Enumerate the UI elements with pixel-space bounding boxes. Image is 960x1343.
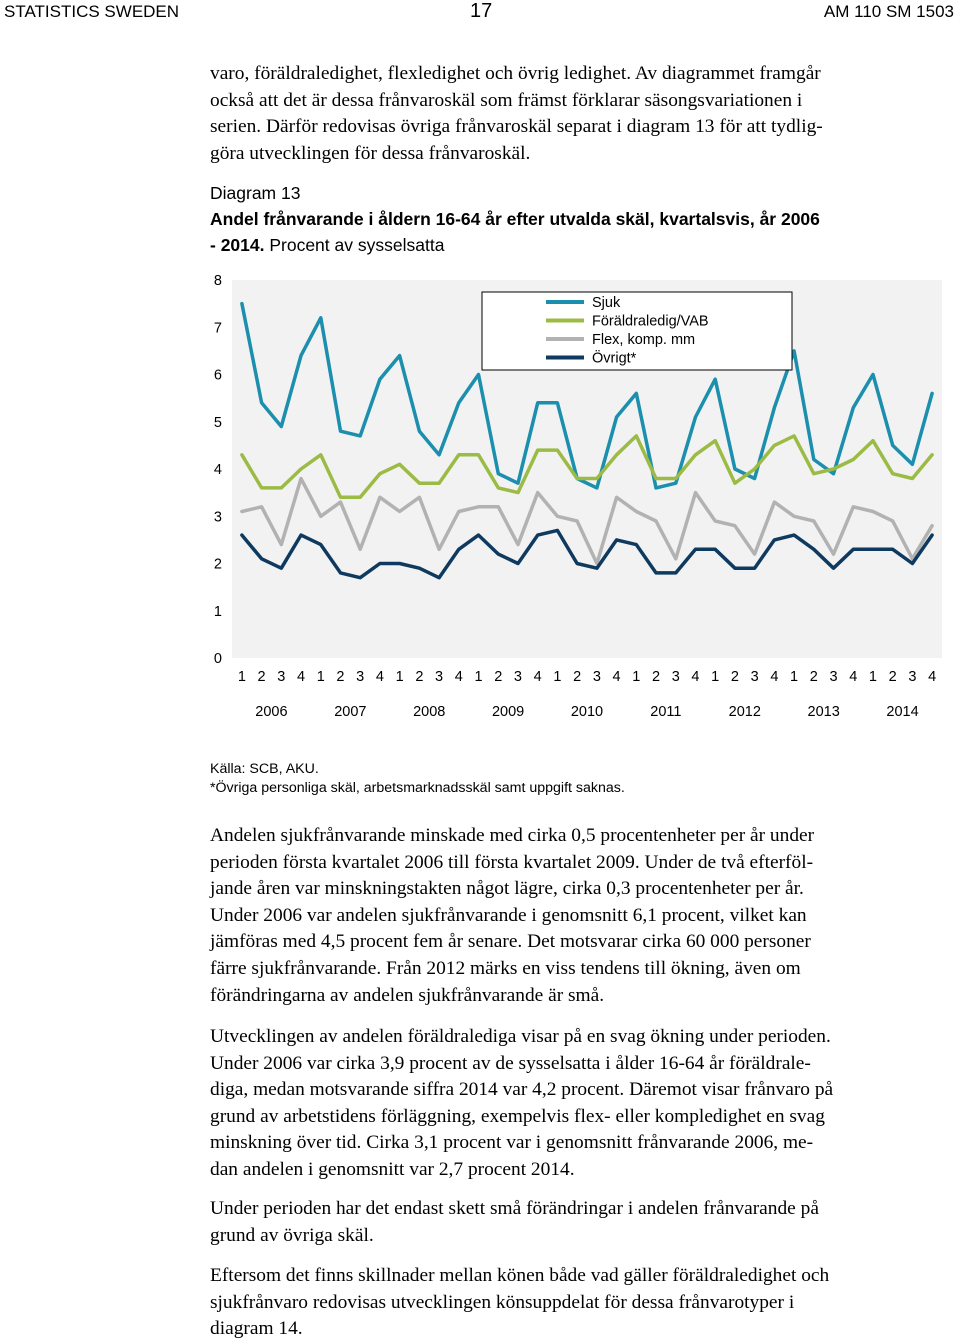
y-tick-label: 4 xyxy=(213,462,222,478)
diagram-title-line1: Andel frånvarande i åldern 16-64 år efter utvalda skäl, kvartalsvis, år 2006 xyxy=(210,209,820,229)
text-line: Andelen sjukfrånvarande minskade med cirka 0,5 procentenheter per år under xyxy=(210,825,815,846)
text-line: Under 2006 var andelen sjukfrånvarande i genomsnitt 6,1 procent, vilket kan xyxy=(210,904,807,926)
y-axis xyxy=(214,273,222,667)
legend-label: Sjuk xyxy=(592,295,621,311)
paragraph-gender xyxy=(210,1263,950,1343)
x-tick-quarter: 4 xyxy=(454,669,463,685)
footnote: *Övriga personliga skäl, arbetsmarknadsskäl samt uppgift saknas. xyxy=(210,780,625,796)
x-tick-quarter: 4 xyxy=(849,669,858,685)
y-tick-label: 1 xyxy=(213,603,222,620)
x-tick-quarter: 3 xyxy=(750,669,759,685)
x-tick-quarter: 3 xyxy=(908,669,917,685)
x-tick-year: 2013 xyxy=(807,704,840,720)
text-line: diga, medan motsvarande siffra 2014 var 4,2 procent. Däremot visar frånvaro på xyxy=(210,1079,834,1101)
y-tick-label: 6 xyxy=(213,367,222,384)
intro-paragraph xyxy=(210,61,950,167)
x-tick-quarter: 2 xyxy=(888,669,897,685)
text-line: jande åren var minskningstakten något lägre, cirka 0,3 procentenheter per år. xyxy=(210,878,804,900)
x-tick-year: 2008 xyxy=(413,704,446,720)
text-line: förändringarna av andelen sjukfrånvarande är små. xyxy=(210,984,605,1006)
x-tick-quarter: 1 xyxy=(711,669,720,685)
paragraph-sick-leave xyxy=(210,823,950,1009)
legend-box xyxy=(482,292,792,370)
diagram-title-line2 xyxy=(210,232,950,258)
text-line: sjukfrånvaro redovisas utvecklingen könsuppdelat för dessa frånvarotyper i xyxy=(210,1291,795,1313)
x-tick-quarter: 2 xyxy=(809,669,818,685)
x-tick-quarter: 4 xyxy=(296,669,306,685)
diagram-label: Diagram 13 xyxy=(210,183,301,203)
x-axis xyxy=(238,669,936,720)
x-tick-quarter: 4 xyxy=(375,669,384,685)
x-tick-year: 2012 xyxy=(728,704,761,720)
x-tick-quarter: 3 xyxy=(592,669,601,685)
x-tick-quarter: 3 xyxy=(829,669,838,685)
diagram-title-unit: Procent av sysselsatta xyxy=(264,235,445,255)
x-tick-quarter: 2 xyxy=(494,669,503,685)
y-tick-label: 5 xyxy=(213,414,222,431)
x-tick-quarter: 2 xyxy=(257,669,266,685)
x-tick-quarter: 2 xyxy=(730,669,739,685)
x-tick-quarter: 1 xyxy=(632,669,641,685)
x-tick-quarter: 2 xyxy=(651,669,661,685)
x-tick-quarter: 3 xyxy=(435,669,444,685)
text-line: också att det är dessa frånvaroskäl som främst förklarar säsongsvariationen i xyxy=(210,89,803,111)
paragraph-parental-leave xyxy=(210,1024,950,1184)
text-line: serien. Därför redovisas övriga frånvaroskäl separat i diagram 13 för att tydlig- xyxy=(210,116,823,138)
text-line: grund av övriga skäl. xyxy=(210,1224,374,1246)
source-note: Källa: SCB, AKU. xyxy=(210,761,319,777)
x-tick-quarter: 3 xyxy=(277,669,286,685)
x-tick-quarter: 4 xyxy=(691,669,700,685)
text-line: Under 2006 var cirka 3,9 procent av de sysselsatta i ålder 16-64 år föräldrale- xyxy=(210,1052,811,1074)
paragraph-other-reasons xyxy=(210,1196,950,1249)
x-tick-quarter: 1 xyxy=(553,669,562,685)
x-tick-quarter: 4 xyxy=(612,669,621,685)
text-line: varo, föräldraledighet, flexledighet och övrig ledighet. Av diagrammet framgår xyxy=(210,63,821,84)
y-tick-label: 2 xyxy=(213,556,222,573)
text-line: Utvecklingen av andelen föräldralediga visar på en svag ökning under perioden. xyxy=(210,1026,831,1047)
text-line: grund av arbetstidens förläggning, exempelvis flex- eller kompledighet en svag xyxy=(210,1105,825,1127)
text-line: färre sjukfrånvarande. Från 2012 märks en viss tendens till ökning, även om xyxy=(210,957,801,979)
text-line: jämföras med 4,5 procent fem år senare. Det motsvarar cirka 60 000 personer xyxy=(210,931,811,953)
x-tick-quarter: 2 xyxy=(336,669,345,685)
y-tick-label: 7 xyxy=(213,320,222,337)
diagram-caption xyxy=(210,180,950,258)
x-tick-quarter: 3 xyxy=(356,669,365,685)
legend-label: Övrigt* xyxy=(592,350,637,367)
x-tick-quarter: 1 xyxy=(316,669,325,685)
x-tick-quarter: 1 xyxy=(237,669,246,685)
legend-label: Flex, komp. mm xyxy=(592,332,696,348)
x-tick-quarter: 4 xyxy=(533,669,542,685)
y-tick-label: 0 xyxy=(213,651,222,667)
page-header xyxy=(0,0,960,26)
x-tick-year: 2007 xyxy=(334,704,367,720)
x-tick-quarter: 1 xyxy=(474,669,483,685)
text-line: perioden första kvartalet 2006 till första kvartalet 2009. Under de två efterföl- xyxy=(210,851,814,873)
x-tick-quarter: 2 xyxy=(573,669,582,685)
x-tick-quarter: 3 xyxy=(671,669,680,685)
x-tick-year: 2009 xyxy=(491,704,525,720)
text-line: minskning över tid. Cirka 3,1 procent var i genomsnitt frånvarande 2006, me- xyxy=(210,1132,814,1154)
x-tick-quarter: 4 xyxy=(928,669,937,685)
y-tick-label: 8 xyxy=(213,273,222,289)
line-chart xyxy=(196,270,956,735)
x-tick-year: 2014 xyxy=(886,704,919,720)
text-line: dan andelen i genomsnitt var 2,7 procent 2014. xyxy=(210,1158,575,1180)
text-line: Under perioden har det endast skett små förändringar i andelen frånvarande på xyxy=(210,1198,819,1219)
x-tick-year: 2011 xyxy=(650,704,682,720)
legend-label: Föräldraledig/VAB xyxy=(592,313,709,330)
publisher-name: STATISTICS SWEDEN xyxy=(4,2,180,21)
x-tick-quarter: 1 xyxy=(395,669,404,685)
chart-source xyxy=(210,760,625,798)
x-tick-quarter: 1 xyxy=(868,669,878,685)
x-tick-quarter: 2 xyxy=(415,669,424,685)
report-id: AM 110 SM 1503 xyxy=(823,2,954,21)
y-tick-label: 3 xyxy=(213,509,222,526)
x-tick-year: 2006 xyxy=(255,704,288,720)
legend xyxy=(482,292,792,370)
text-line: diagram 14. xyxy=(210,1318,303,1340)
diagram-title-years: - 2014. xyxy=(210,235,265,255)
x-tick-year: 2010 xyxy=(570,704,604,720)
text-line: göra utvecklingen för dessa frånvaroskäl. xyxy=(210,142,531,164)
x-tick-quarter: 4 xyxy=(770,669,779,685)
x-tick-quarter: 1 xyxy=(790,669,799,685)
page-number: 17 xyxy=(470,0,493,22)
x-tick-quarter: 3 xyxy=(513,669,523,685)
text-line: Eftersom det finns skillnader mellan könen både vad gäller föräldraledighet och xyxy=(210,1265,830,1286)
